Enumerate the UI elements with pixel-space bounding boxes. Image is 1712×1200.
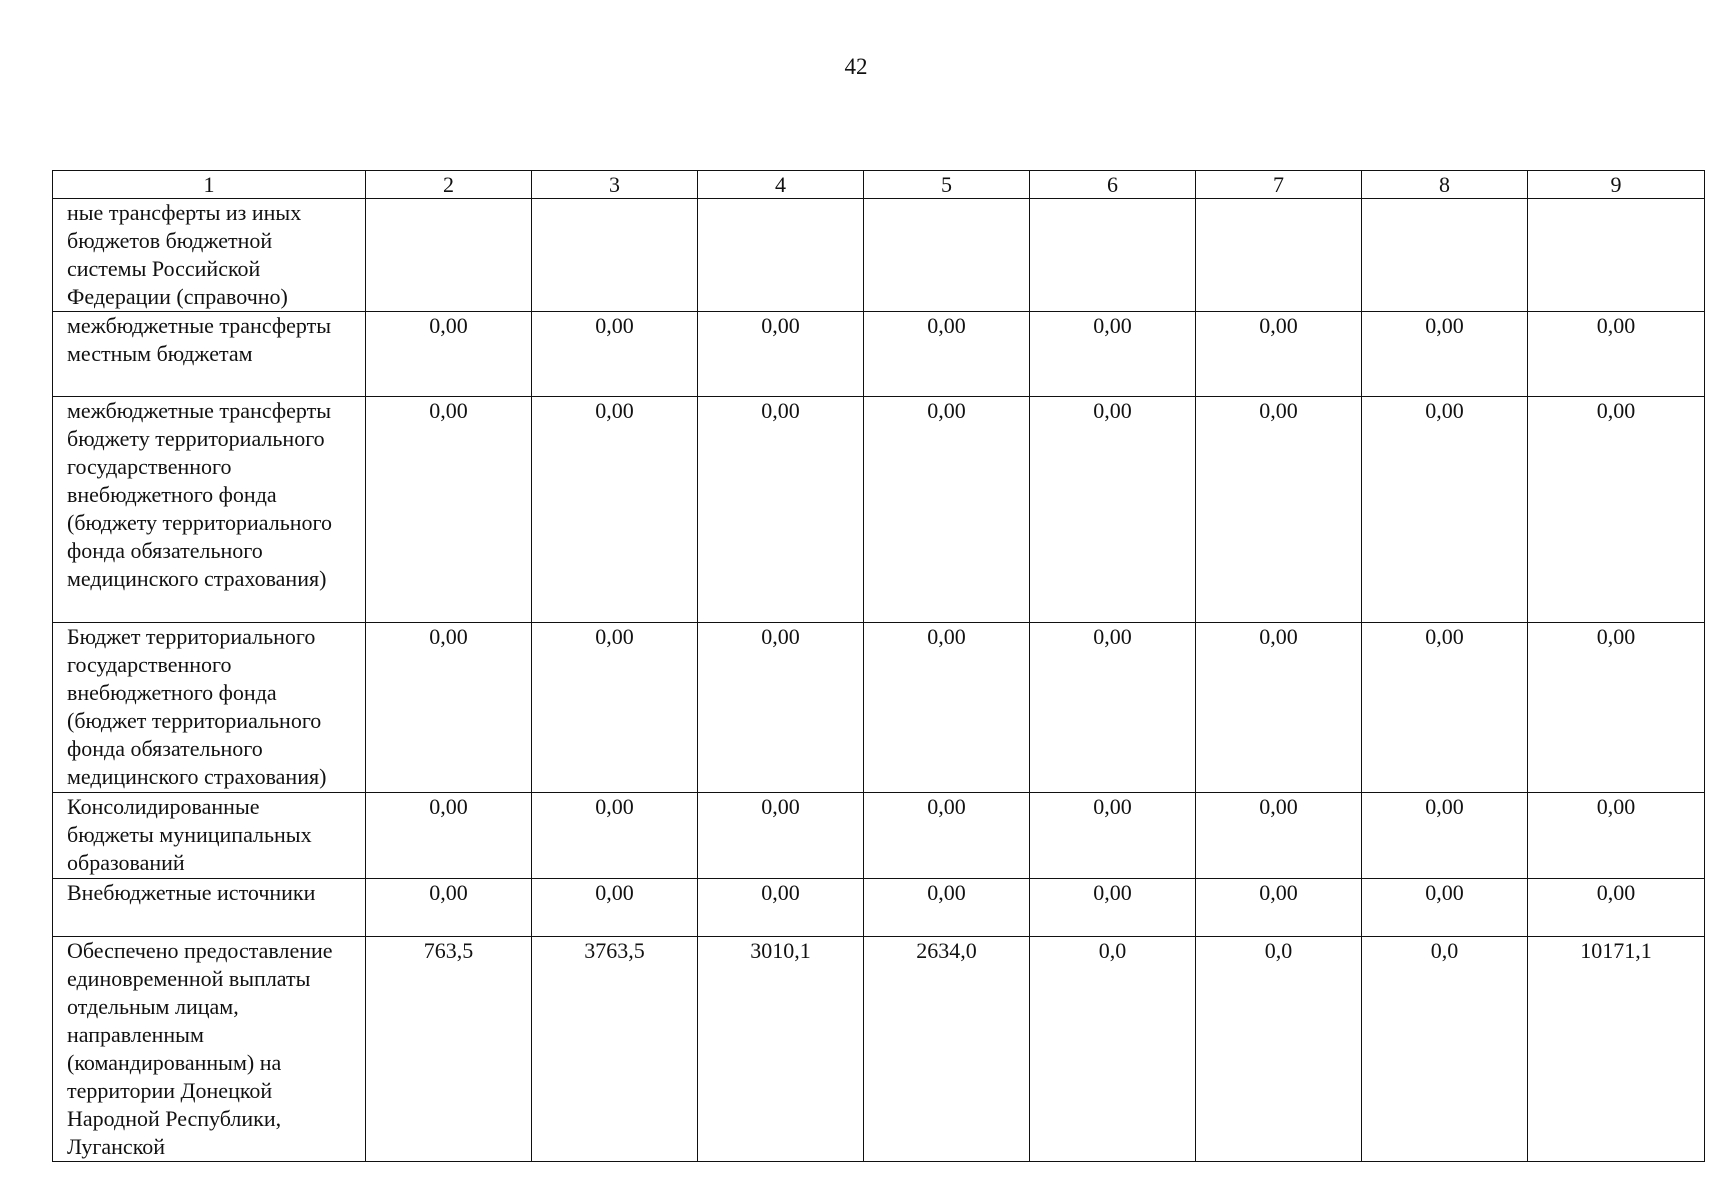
row-label: Бюджет территориального государственного внебюджетного фонда (бюджет территориального фонда обязательного медицинского страхования) [53,623,366,793]
row-label: межбюджетные трансферты бюджету территориального государственного внебюджетного фонда (бюджету территориального фонда обязательного медицинского страхования) [53,397,366,623]
column-header: 9 [1528,171,1705,199]
value-cell: 0,00 [1196,879,1362,937]
value-cell: 0,00 [1528,793,1705,879]
table-row [53,623,1705,793]
value-cell: 0,0 [1362,937,1528,1162]
value-cell [1196,199,1362,312]
value-cell: 0,00 [864,397,1030,623]
value-cell: 0,00 [1362,312,1528,397]
value-cell: 0,00 [366,397,532,623]
value-cell: 0,00 [698,623,864,793]
value-cell: 0,00 [532,397,698,623]
value-cell: 0,00 [1030,793,1196,879]
value-cell: 0,00 [1030,623,1196,793]
value-cell: 0,00 [532,312,698,397]
column-header: 7 [1196,171,1362,199]
value-cell: 0,00 [532,793,698,879]
value-cell: 0,00 [1362,879,1528,937]
value-cell: 0,00 [1030,312,1196,397]
value-cell: 0,00 [698,793,864,879]
value-cell: 0,00 [1528,312,1705,397]
value-cell: 3010,1 [698,937,864,1162]
row-label: ные трансферты из иных бюджетов бюджетной системы Российской Федерации (справочно) [53,199,366,312]
table-row [53,397,1705,623]
header-row [53,171,1705,199]
value-cell: 0,00 [1030,879,1196,937]
value-cell [1528,199,1705,312]
column-header: 3 [532,171,698,199]
column-header: 8 [1362,171,1528,199]
value-cell: 0,00 [864,312,1030,397]
value-cell [1030,199,1196,312]
value-cell: 0,00 [698,397,864,623]
value-cell: 0,00 [1528,397,1705,623]
budget-table [52,170,1705,1162]
column-header: 4 [698,171,864,199]
value-cell [698,199,864,312]
value-cell: 0,00 [366,879,532,937]
value-cell: 0,00 [698,312,864,397]
table-row [53,879,1705,937]
value-cell: 0,00 [698,879,864,937]
row-label: Консолидированные бюджеты муниципальных образований [53,793,366,879]
column-header: 1 [53,171,366,199]
value-cell: 0,00 [1196,793,1362,879]
value-cell: 0,00 [1362,397,1528,623]
value-cell: 0,00 [532,879,698,937]
row-label: межбюджетные трансферты местным бюджетам [53,312,366,397]
column-header: 5 [864,171,1030,199]
value-cell: 0,00 [366,623,532,793]
value-cell: 0,00 [1362,793,1528,879]
table-row [53,312,1705,397]
value-cell: 2634,0 [864,937,1030,1162]
value-cell: 763,5 [366,937,532,1162]
row-label: Обеспечено предоставление единовременной выплаты отдельным лицам, направленным (командированным) на территории Донецкой Народной Республики, Луганской [53,937,366,1162]
value-cell: 10171,1 [1528,937,1705,1162]
value-cell: 0,00 [864,879,1030,937]
row-label: Внебюджетные источники [53,879,366,937]
value-cell: 0,00 [1362,623,1528,793]
value-cell: 0,0 [1196,937,1362,1162]
value-cell: 0,0 [1030,937,1196,1162]
value-cell: 0,00 [1196,623,1362,793]
value-cell [532,199,698,312]
value-cell: 0,00 [366,312,532,397]
table-row [53,199,1705,312]
value-cell: 0,00 [1196,397,1362,623]
value-cell [1362,199,1528,312]
column-header: 6 [1030,171,1196,199]
value-cell: 0,00 [1030,397,1196,623]
table-row [53,793,1705,879]
value-cell: 0,00 [366,793,532,879]
value-cell: 0,00 [864,623,1030,793]
table-row [53,937,1705,1162]
value-cell [864,199,1030,312]
value-cell: 0,00 [864,793,1030,879]
value-cell: 0,00 [532,623,698,793]
value-cell: 0,00 [1196,312,1362,397]
value-cell: 0,00 [1528,879,1705,937]
value-cell: 0,00 [1528,623,1705,793]
value-cell: 3763,5 [532,937,698,1162]
column-header: 2 [366,171,532,199]
page-number: 42 [844,54,868,79]
value-cell [366,199,532,312]
